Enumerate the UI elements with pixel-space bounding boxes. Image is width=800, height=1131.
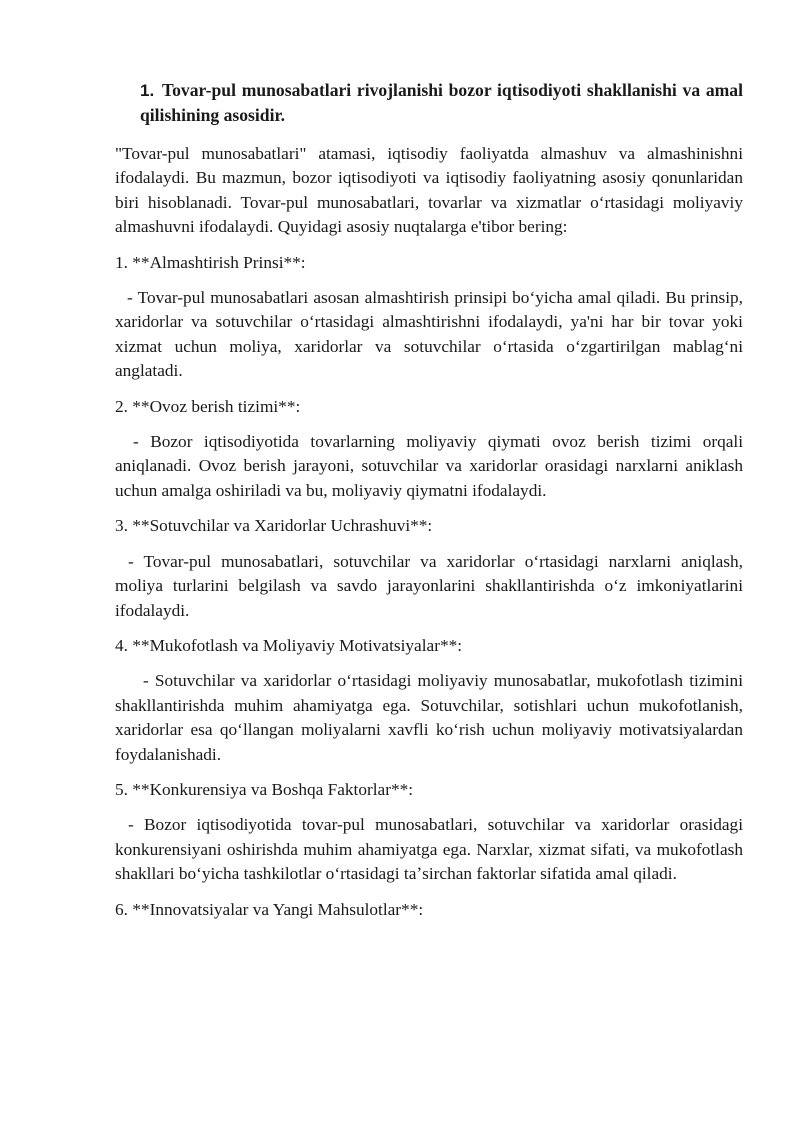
item-text-5: - Bozor iqtisodiyotida tovar-pul munosabatlari, sotuvchilar va xaridorlar orasidagi konkurensiyani oshirishda muhim ahamiyatga ega. Narxlar, xizmat sifati, va mukofotlash shakllari boʻyicha tashkilotlar oʻrtasidagi taʼsirchan faktorlar sifatida amal qiladi. [115, 815, 743, 884]
heading-text: Tovar-pul munosabatlari rivojlanishi bozor iqtisodiyoti shakllanishi va amal qilishining asosidir. [140, 80, 743, 125]
item-text-2: - Bozor iqtisodiyotida tovarlarning moliyaviy qiymati ovoz berish tizimi orqali aniqlanadi. Ovoz berish jarayoni, sotuvchilar va xaridorlar orasidagi narxlarni aniklash uchun amalga oshiriladi va bu, moliyaviy qiymatni ifodalaydi. [115, 432, 743, 500]
item-title-6: 6. **Innovatsiyalar va Yangi Mahsulotlar**: [115, 899, 424, 919]
item-title-1: 1. **Almashtirish Prinsi**: [115, 252, 306, 272]
item-title-2: 2. **Ovoz berish tizimi**: [115, 396, 301, 416]
item-text-3: - Tovar-pul munosabatlari, sotuvchilar va xaridorlar oʻrtasidagi narxlarni aniqlash, moliya turlarini belgilash va savdo jarayonlarini shakllantirishda oʻz imkoniyatlarini ifodalaydi. [115, 551, 743, 620]
item-title-3: 3. **Sotuvchilar va Xaridorlar Uchrashuvi**: [115, 516, 433, 536]
heading-number: 1. [140, 81, 155, 100]
intro-paragraph: "Tovar-pul munosabatlari" atamasi, iqtisodiy faoliyatda almashuv va almashinishni ifodalaydi. Bu mazmun, bozor iqtisodiyoti va iqtisodiy faoliyatning asosiy qonunlaridan biri hisoblanadi. Tovar-pul munosabatlari, tovarlar va xizmatlar oʻrtasidagi moliyaviy almashuvni ifodalaydi. Quyidagi asosiy nuqtalarga e'tibor bering: [115, 144, 743, 237]
document-body [115, 142, 743, 933]
item-text-1: - Tovar-pul munosabatlari asosan almashtirish prinsipi boʻyicha amal qiladi. Bu prinsip, xaridorlar va sotuvchilar oʻrtasidagi almashtirishni ifodalaydi, ya'ni har bir tovar yoki xizmat uchun moliya, xaridorlar va sotuvchilar oʻrtasida oʻzgartirilgan mablagʻni anglatadi. [115, 288, 743, 381]
item-title-5: 5. **Konkurensiya va Boshqa Faktorlar**: [115, 779, 414, 799]
section-heading [140, 78, 743, 128]
item-title-4: 4. **Mukofotlash va Moliyaviy Motivatsiyalar**: [115, 635, 463, 655]
item-text-4: - Sotuvchilar va xaridorlar oʻrtasidagi moliyaviy munosabatlar, mukofotlash tizimini shakllantirishda muhim ahamiyatga ega. Sotuvchilar, sotishlari uchun mukofotlanish, xaridorlar esa qoʻllangan moliyalarni xavfli koʻrish uchun moliyaviy motivatsiyalardan foydalanishadi. [115, 671, 743, 764]
